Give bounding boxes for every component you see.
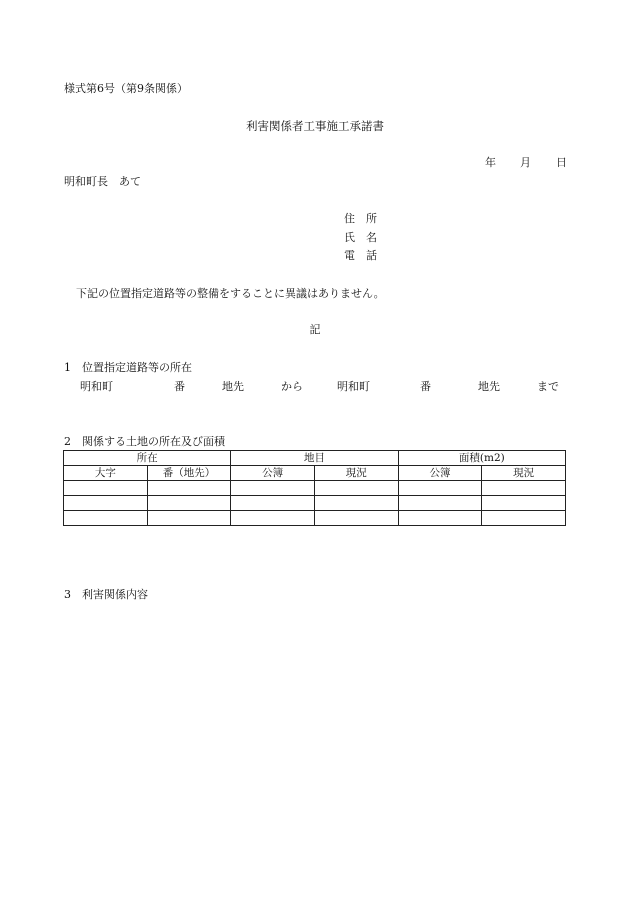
column-header-banchi: 番（地先） xyxy=(147,466,231,481)
table-group-header-row xyxy=(64,451,566,466)
location-town-from: 明和町 xyxy=(80,380,113,393)
location-town-to: 明和町 xyxy=(337,380,370,393)
section2-title: 2 関係する土地の所在及び面積 xyxy=(64,435,225,448)
consent-statement: 下記の位置指定道路等の整備をすることに異議はありません。 xyxy=(76,287,385,300)
table-column-header-row xyxy=(64,466,566,481)
location-made: まで xyxy=(537,380,559,393)
group-header-location: 所在 xyxy=(64,451,231,466)
column-header-category-registry: 公簿 xyxy=(231,466,315,481)
applicant-phone-label: 電 話 xyxy=(344,249,377,262)
date-year-label: 年 xyxy=(485,156,496,169)
location-number-to: 番 xyxy=(420,380,431,393)
date-month-label: 月 xyxy=(520,156,531,169)
applicant-name-label: 氏 名 xyxy=(344,231,377,244)
table-cell[interactable] xyxy=(398,481,482,496)
table-cell[interactable] xyxy=(64,511,148,526)
location-chisaki-to: 地先 xyxy=(478,380,500,393)
table-cell[interactable] xyxy=(314,481,398,496)
table-cell[interactable] xyxy=(231,496,315,511)
location-kara: から xyxy=(281,380,303,393)
location-number-from: 番 xyxy=(174,380,185,393)
column-header-area-registry: 公簿 xyxy=(398,466,482,481)
applicant-address-label: 住 所 xyxy=(344,212,377,225)
land-table xyxy=(63,450,566,526)
section1-title: 1 位置指定道路等の所在 xyxy=(64,361,192,374)
group-header-land-category: 地目 xyxy=(231,451,398,466)
column-header-category-actual: 現況 xyxy=(314,466,398,481)
table-row xyxy=(64,481,566,496)
table-cell[interactable] xyxy=(398,511,482,526)
date-day-label: 日 xyxy=(556,156,567,169)
table-cell[interactable] xyxy=(147,496,231,511)
table-cell[interactable] xyxy=(398,496,482,511)
addressee: 明和町長 あて xyxy=(64,175,141,188)
location-chisaki-from: 地先 xyxy=(222,380,244,393)
table-cell[interactable] xyxy=(482,481,566,496)
table-cell[interactable] xyxy=(482,496,566,511)
table-cell[interactable] xyxy=(147,511,231,526)
table-cell[interactable] xyxy=(147,481,231,496)
table-cell[interactable] xyxy=(482,511,566,526)
table-cell[interactable] xyxy=(231,481,315,496)
table-cell[interactable] xyxy=(231,511,315,526)
table-cell[interactable] xyxy=(314,511,398,526)
column-header-area-actual: 現況 xyxy=(482,466,566,481)
group-header-area: 面積(m2) xyxy=(398,451,565,466)
table-cell[interactable] xyxy=(314,496,398,511)
table-row xyxy=(64,511,566,526)
form-number: 様式第6号（第9条関係） xyxy=(64,82,188,95)
ki-heading: 記 xyxy=(309,323,321,336)
table-cell[interactable] xyxy=(64,481,148,496)
table-cell[interactable] xyxy=(64,496,148,511)
column-header-oaza: 大字 xyxy=(64,466,148,481)
section3-title: 3 利害関係内容 xyxy=(64,588,148,601)
document-title: 利害関係者工事施工承諾書 xyxy=(246,119,384,133)
table-row xyxy=(64,496,566,511)
